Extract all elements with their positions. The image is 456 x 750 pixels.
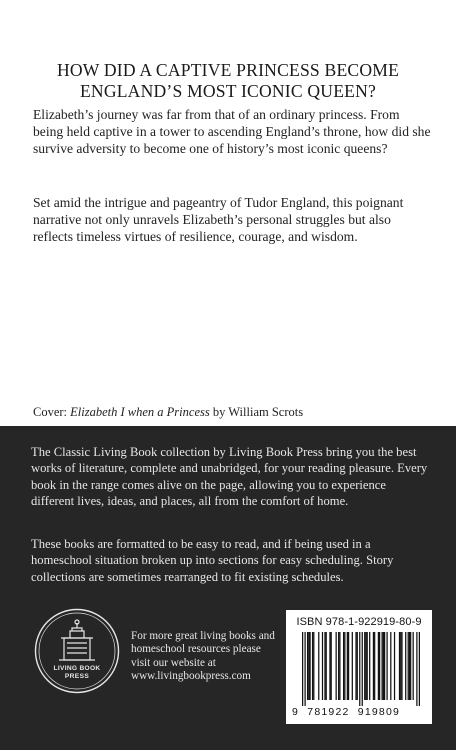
barcode-bar [408, 632, 409, 700]
barcode-bar [302, 632, 303, 706]
barcode-bar [367, 632, 368, 700]
barcode-bar [369, 632, 370, 700]
barcode-bar [359, 632, 360, 706]
barcode-bar [365, 632, 366, 700]
barcode-bar [374, 632, 375, 700]
cover-credit-suffix: by William Scrots [209, 405, 304, 419]
barcode-bar [384, 632, 385, 700]
barcode-bar [390, 632, 391, 700]
collection-paragraph-2: These books are formatted to be easy to read, and if being used in a homeschool situation broken up into sections for easy scheduling. Story collections are sometimes rearranged to fit existing schedules. [31, 537, 394, 584]
barcode-bar [336, 632, 337, 700]
barcode-bar [399, 632, 400, 700]
barcode-bar [309, 632, 310, 700]
barcode-bar [394, 632, 395, 700]
barcode-bar [322, 632, 323, 700]
collection-paragraph-1: The Classic Living Book collection by Living Book Press bring you the best works of literature, complete and unabridged, for your reading pleasure. Every book in the range comes alive on the page, allowing you to experience different lives, ideas, and places, all from the comfort of home. [31, 445, 428, 508]
cover-credit [33, 405, 303, 420]
barcode [302, 632, 420, 706]
barcode-bar [324, 632, 325, 700]
barcode-bar [357, 632, 358, 700]
barcode-bar [405, 632, 406, 700]
barcode-bar [318, 632, 319, 700]
logo-text-line1: LIVING BOOK [53, 665, 101, 672]
barcode-bar [308, 632, 309, 700]
barcode-digits [292, 706, 430, 718]
barcode-bar [355, 632, 356, 700]
isbn-barcode-box [286, 610, 432, 724]
barcode-bar [378, 632, 379, 700]
barcode-bar [348, 632, 349, 700]
barcode-bar [364, 632, 365, 700]
barcode-digits-left: 781922 [307, 706, 350, 718]
barcode-bar [362, 632, 363, 706]
barcode-bar [386, 632, 387, 700]
barcode-bar [329, 632, 330, 700]
barcode-bar [383, 632, 384, 700]
barcode-bar [409, 632, 410, 700]
barcode-bar [331, 632, 332, 700]
barcode-bar [339, 632, 340, 700]
barcode-bar [347, 632, 348, 700]
barcode-bar [344, 632, 345, 700]
barcode-bar [313, 632, 314, 700]
publisher-panel [0, 426, 456, 750]
barcode-bar [338, 632, 339, 700]
living-book-press-logo [34, 608, 120, 694]
barcode-bar [343, 632, 344, 700]
barcode-bar [326, 632, 327, 700]
barcode-digit-lead: 9 [292, 706, 300, 718]
barcode-bar [410, 632, 411, 700]
barcode-bar [419, 632, 420, 706]
blurb-paragraph-1: Elizabeth’s journey was far from that of an ordinary princess. From being held captive in a tower to ascending England’s throne, how did she survive adversity to become one of history’s most iconic queens? [33, 107, 431, 157]
blurb-paragraph-2: Set amid the intrigue and pageantry of Tudor England, this poignant narrative not only unravels Elizabeth’s personal struggles but also reflects timeless virtues of resilience, courage, and wisdom. [33, 195, 404, 245]
barcode-bar [413, 632, 414, 700]
barcode-bar [373, 632, 374, 700]
barcode-bar [416, 632, 417, 706]
barcode-bar [400, 632, 401, 700]
barcode-bar [381, 632, 382, 700]
barcode-bar [352, 632, 353, 700]
barcode-bar [304, 632, 305, 706]
printing-press-icon [59, 620, 95, 660]
headline: HOW DID A CAPTIVE PRINCESS BECOME ENGLAND’S MOST ICONIC QUEEN? [56, 60, 400, 101]
cover-credit-title: Elizabeth I when a Princess [70, 405, 210, 419]
barcode-bar [401, 632, 402, 700]
logo-text-line2: PRESS [64, 673, 90, 680]
cover-credit-prefix: Cover: [33, 405, 71, 419]
barcode-bar [307, 632, 308, 700]
barcode-bar [379, 632, 380, 700]
website-promo: For more great living books and homeschool resources please visit our website at www.livingbookpress.com [131, 630, 275, 683]
barcode-digits-right: 919809 [357, 706, 401, 718]
isbn-label: ISBN 978-1-922919-80-9 [296, 616, 422, 628]
barcode-bar [312, 632, 313, 700]
